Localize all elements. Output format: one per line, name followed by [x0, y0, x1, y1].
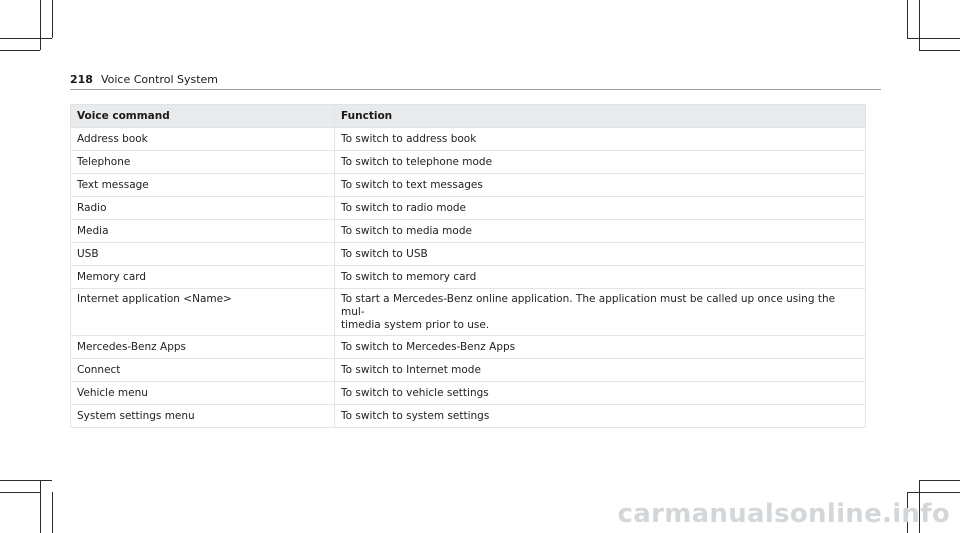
table-row [71, 151, 866, 174]
table-row [71, 289, 866, 336]
crop-mark [919, 480, 960, 481]
crop-mark [0, 38, 52, 39]
header-rule [70, 89, 881, 90]
voice-command-cell: Radio [71, 197, 335, 220]
crop-mark [0, 480, 52, 481]
column-header-voice-command: Voice command [71, 105, 335, 128]
function-cell: To start a Mercedes-Benz online application. The application must be called up once using the mul- timedia system prior to use. [335, 289, 866, 336]
table-row [71, 359, 866, 382]
function-cell: To switch to text messages [335, 174, 866, 197]
voice-command-table [70, 104, 866, 428]
voice-command-cell: Telephone [71, 151, 335, 174]
section-title: Voice Control System [100, 73, 219, 86]
voice-command-cell: Memory card [71, 266, 335, 289]
table-row [71, 266, 866, 289]
function-cell: To switch to vehicle settings [335, 382, 866, 405]
function-cell: To switch to Mercedes-Benz Apps [335, 336, 866, 359]
voice-command-cell: Text message [71, 174, 335, 197]
function-cell: To switch to memory card [335, 266, 866, 289]
column-header-function: Function [335, 105, 866, 128]
crop-mark [907, 492, 960, 493]
function-cell: To switch to telephone mode [335, 151, 866, 174]
table-row [71, 220, 866, 243]
table-row [71, 243, 866, 266]
table-row [71, 405, 866, 428]
crop-mark [40, 480, 41, 533]
crop-mark [919, 0, 920, 50]
crop-mark [0, 492, 40, 493]
table-row [71, 197, 866, 220]
crop-mark [907, 38, 960, 39]
running-header [70, 73, 218, 87]
voice-command-cell: Mercedes-Benz Apps [71, 336, 335, 359]
crop-mark [907, 0, 908, 38]
crop-mark [40, 0, 41, 50]
voice-command-cell: Media [71, 220, 335, 243]
page-number: 218 [70, 73, 93, 86]
table-row [71, 382, 866, 405]
table-row [71, 128, 866, 151]
function-cell: To switch to media mode [335, 220, 866, 243]
voice-command-cell: Connect [71, 359, 335, 382]
table-row [71, 174, 866, 197]
crop-mark [919, 50, 960, 51]
function-cell: To switch to radio mode [335, 197, 866, 220]
voice-command-cell: System settings menu [71, 405, 335, 428]
voice-command-cell: Address book [71, 128, 335, 151]
function-cell: To switch to address book [335, 128, 866, 151]
function-cell: To switch to system settings [335, 405, 866, 428]
table-row [71, 336, 866, 359]
function-cell: To switch to USB [335, 243, 866, 266]
function-cell: To switch to Internet mode [335, 359, 866, 382]
voice-command-cell: Internet application <Name> [71, 289, 335, 336]
voice-command-cell: Vehicle menu [71, 382, 335, 405]
crop-mark [0, 50, 40, 51]
crop-mark [52, 492, 53, 533]
watermark: carmanualsonline.info [617, 499, 950, 529]
crop-mark [52, 0, 53, 38]
table-header-row [71, 105, 866, 128]
voice-command-cell: USB [71, 243, 335, 266]
